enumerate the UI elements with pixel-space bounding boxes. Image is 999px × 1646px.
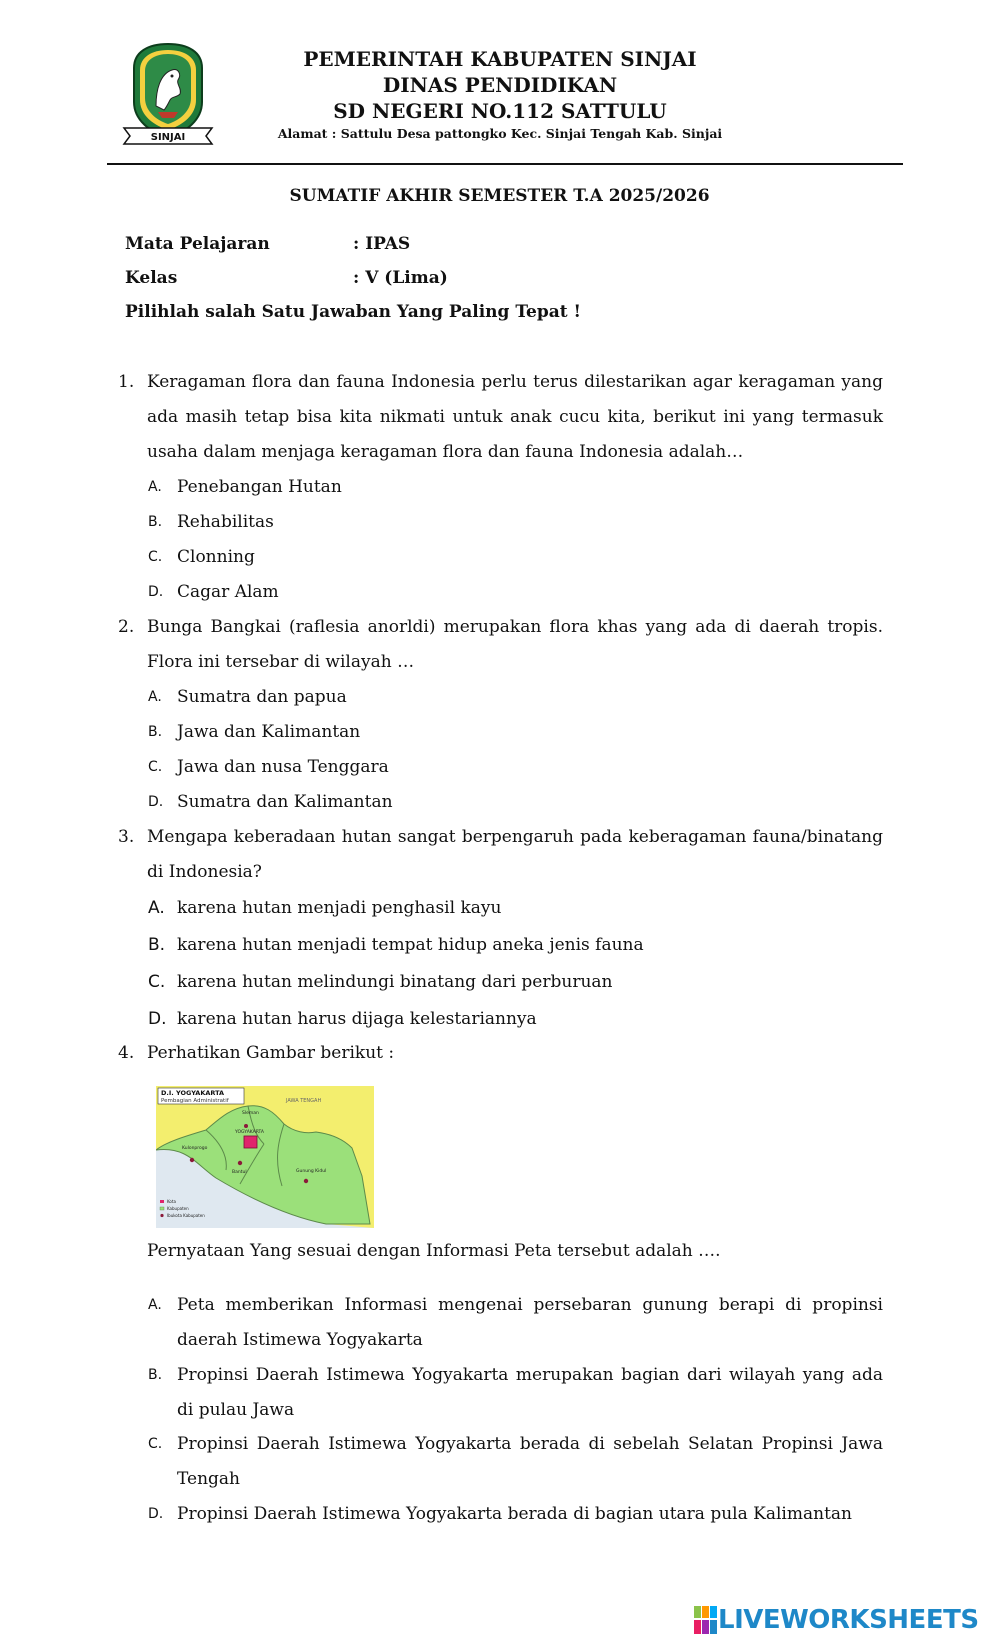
option-1d[interactable] <box>148 575 883 610</box>
question-number: 1. <box>118 372 135 392</box>
option-text: Penebangan Hutan <box>177 477 342 497</box>
option-4c[interactable] <box>148 1427 883 1497</box>
option-text: Jawa dan nusa Tenggara <box>177 757 389 777</box>
map-title: D.I. YOGYAKARTA <box>161 1089 225 1097</box>
map-region-label: JAWA TENGAH <box>286 1098 322 1104</box>
question-number: 2. <box>118 617 135 637</box>
yogyakarta-map <box>156 1086 374 1228</box>
option-text: Peta memberikan Informasi mengenai persebaran gunung berapi di propinsi daerah Istimewa Yogyakarta <box>177 1295 883 1350</box>
map-place-label: Bantul <box>232 1170 247 1175</box>
option-text: karena hutan menjadi penghasil kayu <box>177 898 502 918</box>
option-letter: D. <box>148 584 164 600</box>
option-3a[interactable] <box>148 891 883 926</box>
option-letter: D. <box>148 794 164 810</box>
option-letter: C. <box>148 549 163 565</box>
question-text: Bunga Bangkai (raflesia anorldi) merupakan flora khas yang ada di daerah tropis. Flora ini tersebar di wilayah … <box>147 617 883 672</box>
option-1c[interactable] <box>148 540 883 575</box>
option-letter: A. <box>148 479 162 495</box>
logo-text: SINJAI <box>150 132 186 143</box>
option-text: karena hutan melindungi binatang dari perburuan <box>177 972 613 992</box>
option-2d[interactable] <box>148 785 883 820</box>
option-letter: B. <box>148 935 166 955</box>
option-text: Jawa dan Kalimantan <box>177 722 361 742</box>
option-text: Cagar Alam <box>177 582 279 602</box>
option-letter: D. <box>148 1506 164 1522</box>
option-text: karena hutan menjadi tempat hidup aneka jenis fauna <box>177 935 644 955</box>
option-letter: B. <box>148 514 163 530</box>
map-place-label: YOGYAKARTA <box>235 1130 265 1135</box>
map-legend-item: Kota <box>167 1199 176 1204</box>
option-3c[interactable] <box>148 965 883 1000</box>
map-place-label: Sleman <box>242 1111 259 1116</box>
question-text: Keragaman flora dan fauna Indonesia perlu terus dilestarikan agar keragaman yang ada masih tetap bisa kita nikmati untuk anak cucu kita, berikut ini yang termasuk usaha dalam menjaga keragaman flora dan fauna Indonesia adalah… <box>147 372 883 462</box>
option-letter: D. <box>148 1009 167 1029</box>
option-text: Sumatra dan papua <box>177 687 347 707</box>
option-4a[interactable] <box>148 1288 883 1358</box>
option-letter: C. <box>148 759 163 775</box>
question-prompt: Pernyataan Yang sesuai dengan Informasi Peta tersebut adalah …. <box>147 1241 721 1261</box>
option-text: Rehabilitas <box>177 512 274 532</box>
option-3d[interactable] <box>148 1002 883 1037</box>
option-3b[interactable] <box>148 928 883 963</box>
option-1b[interactable] <box>148 505 883 540</box>
question-1 <box>118 365 883 470</box>
meta-label: Mata Pelajaran <box>125 234 270 254</box>
question-text: Mengapa keberadaan hutan sangat berpengaruh pada keberagaman fauna/binatang di Indonesia? <box>147 827 883 882</box>
map-legend-item: Ibukota Kabupaten <box>167 1213 205 1218</box>
option-text: Clonning <box>177 547 255 567</box>
option-2b[interactable] <box>148 715 883 750</box>
letterhead-line-3: SD NEGERI NO.112 SATTULU <box>333 99 667 123</box>
option-1a[interactable] <box>148 470 883 505</box>
option-text: Propinsi Daerah Istimewa Yogyakarta berada di sebelah Selatan Propinsi Jawa Tengah <box>177 1434 883 1489</box>
map-legend-item: Kabupaten <box>167 1206 189 1211</box>
question-3 <box>118 820 883 890</box>
letterhead-address: Alamat : Sattulu Desa pattongko Kec. Sinjai Tengah Kab. Sinjai <box>277 126 723 141</box>
meta-label: Kelas <box>125 268 178 288</box>
letterhead-line-1: PEMERINTAH KABUPATEN SINJAI <box>303 47 697 71</box>
meta-subject <box>125 234 410 254</box>
option-letter: B. <box>148 1367 163 1383</box>
question-2 <box>118 610 883 680</box>
instruction: Pilihlah salah Satu Jawaban Yang Paling Tepat ! <box>125 302 581 322</box>
question-number: 4. <box>118 1043 135 1063</box>
letterhead <box>235 46 765 143</box>
map-place-label: Kulonprogo <box>182 1146 208 1151</box>
question-4 <box>118 1036 883 1071</box>
option-text: Propinsi Daerah Istimewa Yogyakarta berada di bagian utara pula Kalimantan <box>177 1504 852 1524</box>
option-2c[interactable] <box>148 750 883 785</box>
question-number: 3. <box>118 827 135 847</box>
letterhead-line-2: DINAS PENDIDIKAN <box>382 73 618 97</box>
option-2a[interactable] <box>148 680 883 715</box>
liveworksheets-logo-icon <box>694 1606 718 1634</box>
option-text: karena hutan harus dijaga kelestariannya <box>177 1009 537 1029</box>
meta-value: : V (Lima) <box>353 268 448 288</box>
meta-value: : IPAS <box>353 234 411 254</box>
option-4b[interactable] <box>148 1358 883 1428</box>
brand-name: LIVEWORKSHEETS <box>718 1605 979 1635</box>
map-place-label: Gunung Kidul <box>296 1169 327 1174</box>
exam-title: SUMATIF AKHIR SEMESTER T.A 2025/2026 <box>289 186 710 206</box>
option-letter: A. <box>148 1297 162 1313</box>
option-letter: B. <box>148 724 163 740</box>
option-letter: A. <box>148 898 165 918</box>
map-subtitle: Pembagian Administratif <box>161 1098 229 1104</box>
question-4-prompt <box>118 1234 883 1269</box>
option-4d[interactable] <box>148 1497 883 1532</box>
question-text: Perhatikan Gambar berikut : <box>147 1043 395 1063</box>
sinjai-regency-logo <box>116 40 220 148</box>
meta-class <box>125 268 448 288</box>
option-text: Propinsi Daerah Istimewa Yogyakarta merupakan bagian dari wilayah yang ada di pulau Jawa <box>177 1365 883 1420</box>
option-letter: C. <box>148 972 166 992</box>
liveworksheets-brand[interactable] <box>694 1604 979 1636</box>
option-letter: C. <box>148 1436 163 1452</box>
header-divider <box>107 163 903 165</box>
option-text: Sumatra dan Kalimantan <box>177 792 393 812</box>
option-letter: A. <box>148 689 162 705</box>
